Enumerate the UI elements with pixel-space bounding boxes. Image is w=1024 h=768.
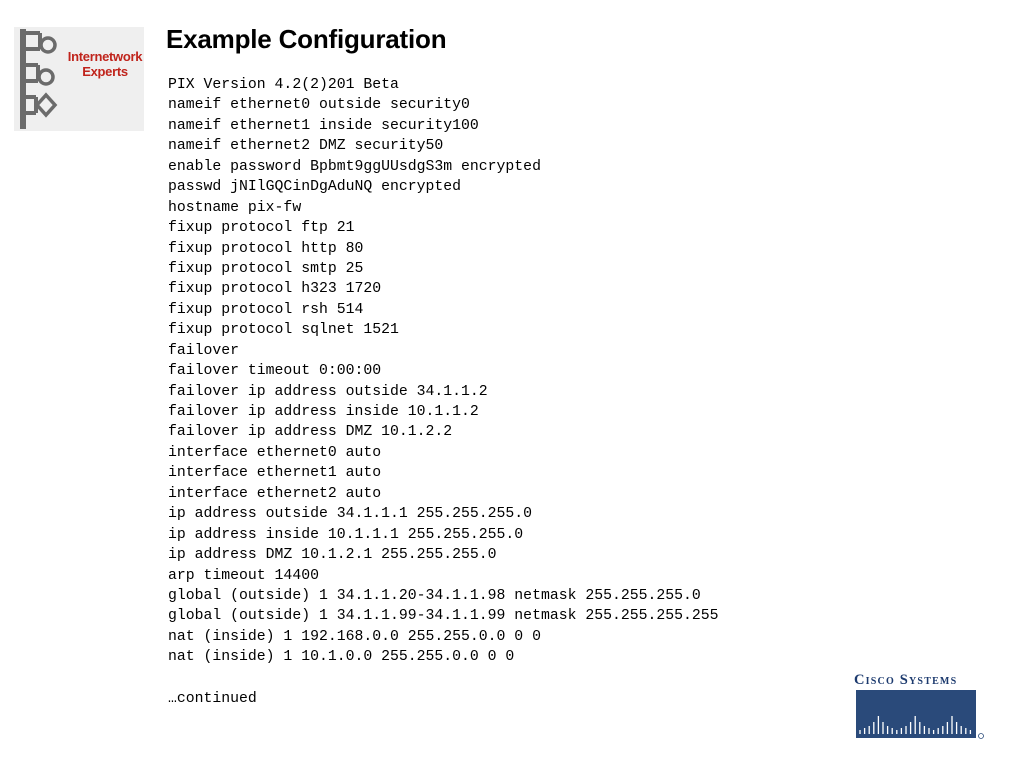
network-diagram-icon [14,27,144,131]
config-line: nat (inside) 1 192.168.0.0 255.255.0.0 0 0 [168,628,541,645]
cisco-systems-logo [854,672,986,742]
config-line: fixup protocol rsh 514 [168,301,364,318]
continued-label: …continued [168,691,257,707]
config-line: global (outside) 1 34.1.1.99-34.1.1.99 netmask 255.255.255.255 [168,608,719,625]
cisco-wordmark: Cisco Systems [854,672,958,688]
config-line: fixup protocol smtp 25 [168,260,364,277]
config-line: fixup protocol ftp 21 [168,220,355,237]
config-line: failover timeout 0:00:00 [168,363,382,380]
config-line: nameif ethernet1 inside security100 [168,117,479,134]
config-line: ip address inside 10.1.1.1 255.255.255.0 [168,526,524,543]
config-listing [168,75,719,668]
config-line: arp timeout 14400 [168,567,319,584]
config-line: hostname pix-fw [168,199,302,216]
config-line: failover [168,342,240,359]
page-title: Example Configuration [166,24,447,54]
logo-line-1: Internetwork [67,49,143,64]
logo-line-2: Experts [82,64,128,79]
config-line: fixup protocol http 80 [168,240,364,257]
config-line: ip address DMZ 10.1.2.1 255.255.255.0 [168,547,497,564]
internetwork-experts-logo [14,27,144,131]
config-line: passwd jNIlGQCinDgAduNQ encrypted [168,179,462,196]
config-line: enable password Bpbmt9ggUUsdgS3m encrypted [168,158,541,175]
config-line: fixup protocol h323 1720 [168,281,382,298]
config-line: nameif ethernet2 DMZ security50 [168,138,444,155]
config-line: nat (inside) 1 10.1.0.0 255.255.0.0 0 0 [168,649,515,666]
config-line: nameif ethernet0 outside security0 [168,97,470,114]
logo-text [66,49,144,79]
config-line: fixup protocol sqlnet 1521 [168,322,399,339]
config-line: global (outside) 1 34.1.1.20-34.1.1.98 netmask 255.255.255.0 [168,587,701,604]
config-line: failover ip address inside 10.1.1.2 [168,404,479,420]
config-line: failover ip address outside 34.1.1.2 [168,383,488,400]
config-line: failover ip address DMZ 10.1.2.2 [168,424,453,441]
config-line: interface ethernet0 auto [168,444,382,461]
config-line: ip address outside 34.1.1.1 255.255.255.0 [168,506,533,523]
config-line: PIX Version 4.2(2)201 Beta [168,77,399,93]
cisco-bridge-icon [854,690,986,742]
config-line: interface ethernet2 auto [168,485,382,502]
config-line: interface ethernet1 auto [168,465,382,482]
